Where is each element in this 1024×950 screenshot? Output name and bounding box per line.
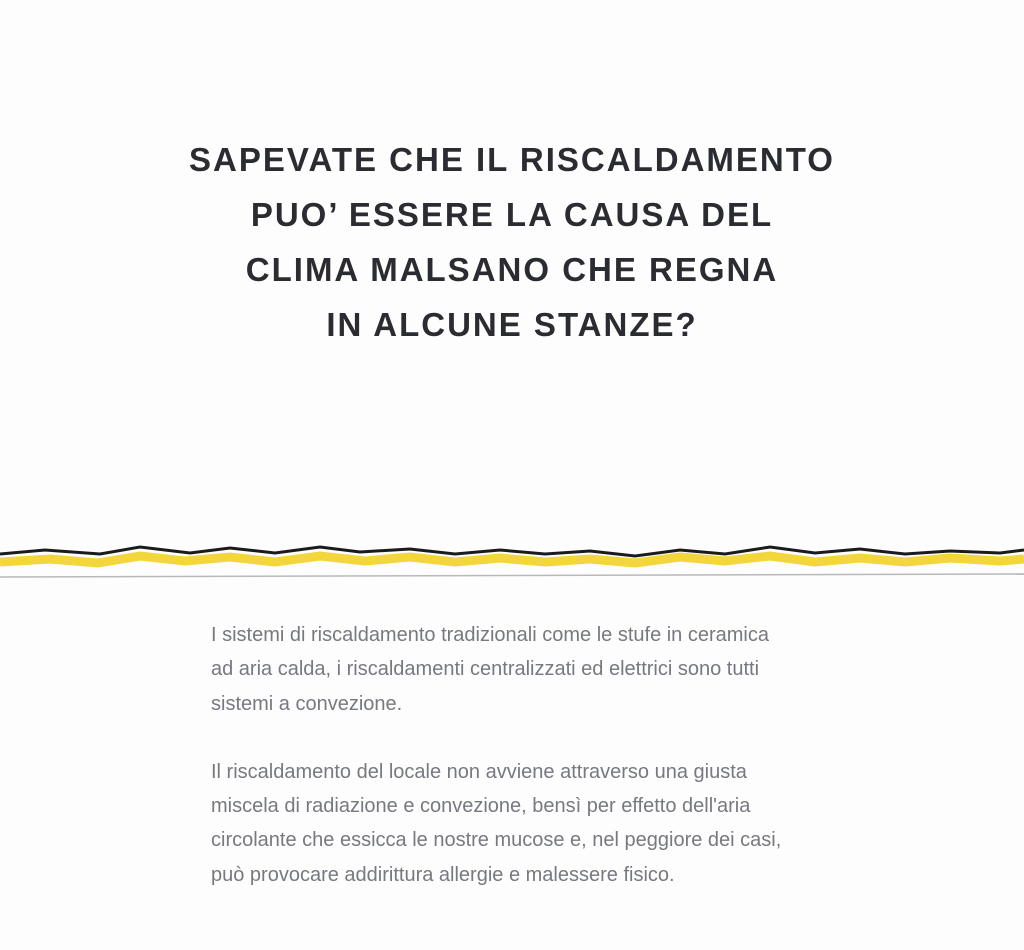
paragraph-2 xyxy=(211,755,891,892)
divider-yellow-stroke xyxy=(0,556,1024,563)
paragraph-1 xyxy=(211,618,891,721)
zigzag-divider xyxy=(0,532,1024,592)
headline-line-1: SAPEVATE CHE IL RISCALDAMENTO xyxy=(189,141,835,178)
body-text xyxy=(211,618,891,926)
paragraph-1-line-3: sistemi a convezione. xyxy=(211,692,403,715)
paragraph-2-line-1: Il riscaldamento del locale non avviene attraverso una giusta xyxy=(211,760,747,783)
headline-line-3: CLIMA MALSANO CHE REGNA xyxy=(245,251,779,288)
paragraph-2-line-4: può provocare addirittura allergie e malessere fisico. xyxy=(211,863,675,886)
paragraph-2-line-2: miscela di radiazione e convezione, bensì per effetto dell'aria xyxy=(211,795,751,818)
paragraph-2-line-3: circolante che essicca le nostre mucose e, nel peggiore dei casi, xyxy=(211,829,782,852)
headline-line-2: PUO’ ESSERE LA CAUSA DEL xyxy=(250,196,774,233)
paragraph-1-line-1: I sistemi di riscaldamento tradizionali come le stufe in ceramica xyxy=(211,624,769,646)
paragraph-1-line-2: ad aria calda, i riscaldamenti centralizzati ed elettrici sono tutti xyxy=(211,658,760,681)
headline-line-4: IN ALCUNE STANZE? xyxy=(326,306,698,343)
divider-gray-line xyxy=(0,574,1024,577)
headline xyxy=(0,132,1024,352)
